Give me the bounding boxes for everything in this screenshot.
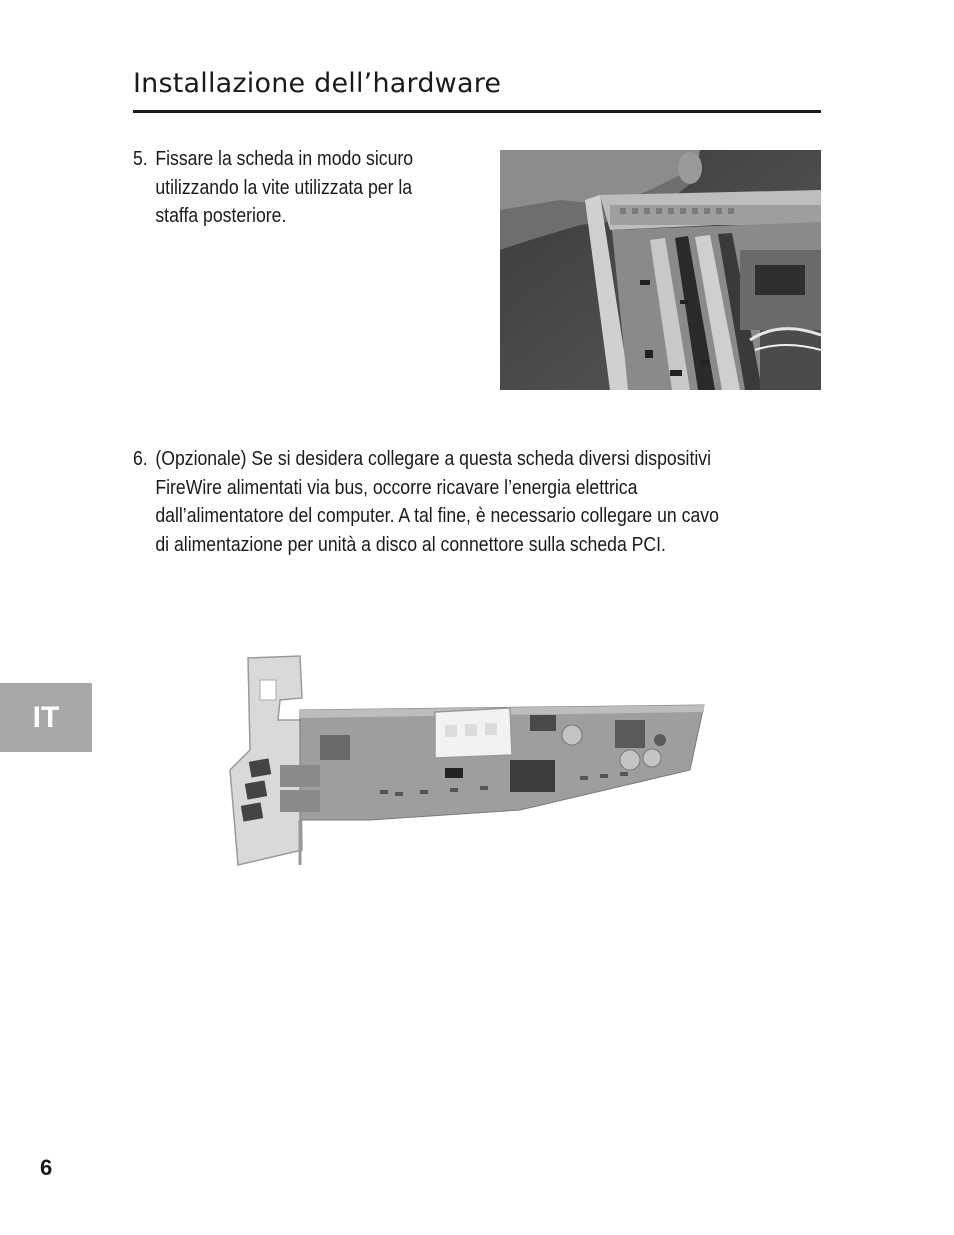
title-divider: [133, 110, 821, 113]
language-tab-label: IT: [32, 700, 60, 734]
pci-card-illustration: [220, 650, 710, 870]
page-title: Installazione dell’hardware: [133, 68, 502, 99]
step-5: [133, 145, 451, 231]
step-6-text: (Opzionale) Se si desidera collegare a questa scheda diversi dispositivi FireWire alimentati via bus, occorre ricavare l’energia elettrica dall’alimentatore del computer. A tal fine, è necessario collegare un cavo di alimentazione per unità a disco al connettore sulla scheda PCI.: [155, 447, 719, 556]
step-6: [133, 445, 821, 559]
installation-photo-illustration: [500, 150, 821, 390]
step-5-text: Fissare la scheda in modo sicuro utilizzando la vite utilizzata per la staffa posteriore.: [155, 147, 414, 227]
page-number: 6: [40, 1155, 53, 1180]
installation-photo: [500, 150, 821, 390]
pci-card-image: [220, 650, 710, 870]
step-5-number: 5.: [133, 147, 148, 170]
step-6-number: 6.: [133, 447, 148, 470]
language-tab: [0, 683, 92, 752]
